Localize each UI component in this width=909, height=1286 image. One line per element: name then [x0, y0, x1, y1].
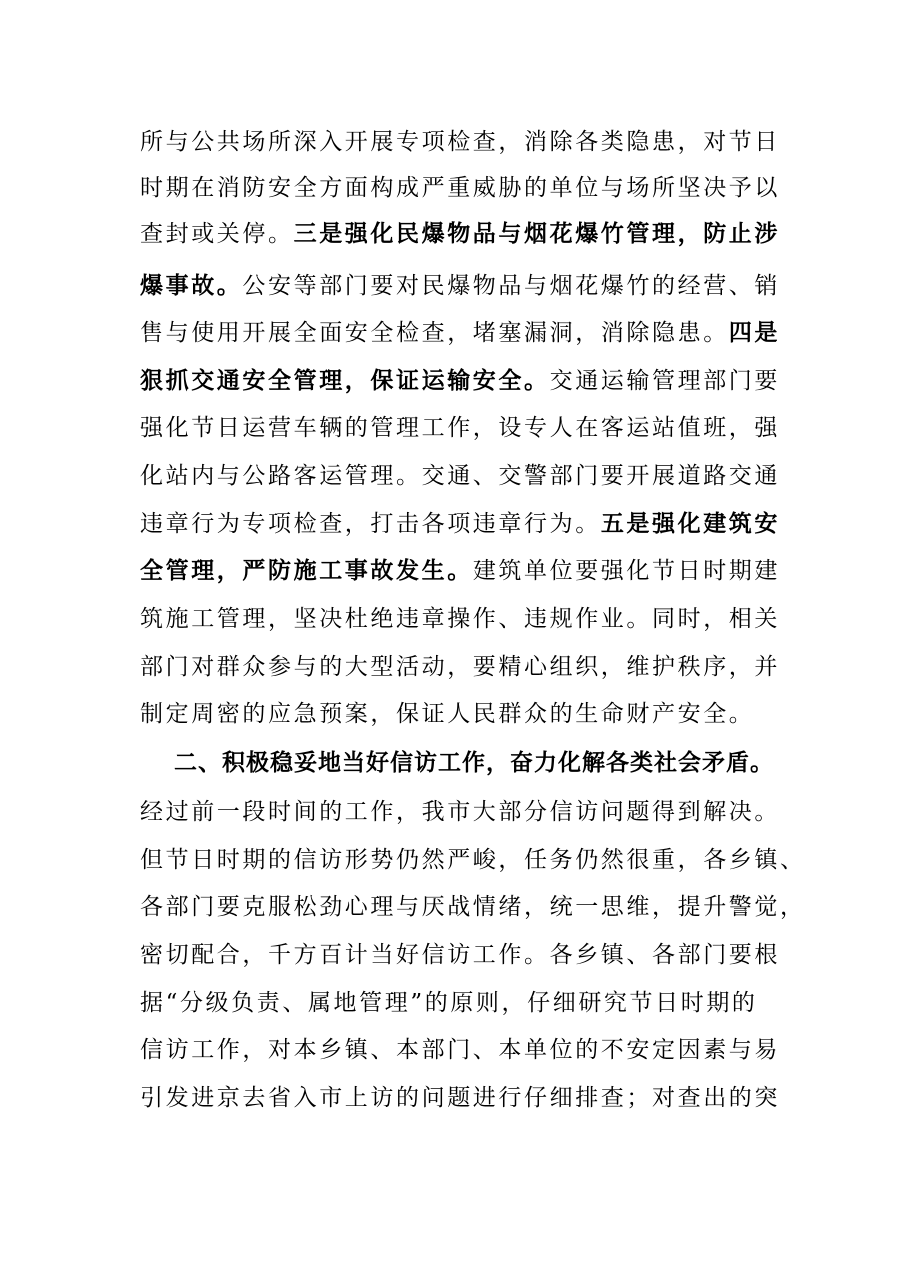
text-line-3: [140, 212, 780, 256]
text-segment: 引发进京去省入市上访的问题进行仔细排查；对查出的突: [140, 1085, 780, 1111]
text-line-16: [140, 838, 806, 882]
bold-text-segment: 全管理，严防施工事故发生。: [140, 557, 473, 584]
text-line-19: [140, 981, 758, 1025]
text-segment: 制定周密的应急预案，保证人民群众的生命财产安全。: [140, 701, 755, 727]
text-segment: 筑施工管理，坚决杜绝违章操作、违规作业。同时，相关: [140, 606, 780, 632]
text-line-8: [140, 454, 780, 498]
text-segment: 密切配合，千方百计当好信访工作。各乡镇、各部门要根: [140, 942, 780, 968]
text-segment: 售与使用开展全面安全检查，堵塞漏洞，消除隐患。: [140, 320, 729, 346]
text-segment: 部门对群众参与的大型活动，要精心组织，维护秩序，并: [140, 654, 780, 680]
text-line-20: [140, 1028, 780, 1072]
text-segment: 查封或关停。: [140, 221, 294, 247]
text-line-12: [140, 645, 780, 689]
text-segment: 强化节日运营车辆的管理工作，设专人在客运站值班，强: [140, 415, 780, 441]
section-heading: [174, 741, 774, 785]
text-segment: 所与公共场所深入开展专项检查，消除各类隐患，对节日: [140, 129, 780, 155]
text-line-4: [140, 264, 780, 308]
text-line-5: [140, 311, 780, 355]
bold-text-segment: 五是强化建筑安: [600, 510, 781, 537]
text-line-11: [140, 597, 780, 641]
text-segment: 违章行为专项检查，打击各项违章行为。: [140, 511, 601, 537]
bold-text-segment: 三是强化民爆物品与烟花爆竹管理，防止涉: [293, 220, 781, 247]
text-line-18: [140, 933, 780, 977]
bold-text-segment: 狠抓交通安全管理，保证运输安全。: [140, 367, 550, 394]
text-segment: 交通运输管理部门要: [549, 368, 781, 394]
text-segment: 公安等部门要对民爆物品与烟花爆竹的经营、销: [242, 273, 781, 299]
text-segment: 各部门要克服松劲心理与厌战情绪，统一思维，提升警觉，: [140, 894, 806, 920]
text-segment: 化站内与公路客运管理。交通、交警部门要开展道路交通: [140, 463, 780, 489]
text-line-1: [140, 120, 780, 164]
text-segment: 建筑单位要强化节日时期建: [472, 558, 781, 584]
text-line-2: [140, 166, 780, 210]
text-line-15: [140, 790, 780, 834]
text-segment: 经过前一段时间的工作，我市大部分信访问题得到解决。: [140, 799, 780, 825]
text-line-17: [140, 885, 806, 929]
text-line-6: [140, 359, 780, 403]
text-segment: 据“分级负责、属地管理”的原则，仔细研究节日时期的: [140, 990, 758, 1016]
bold-text-segment: 爆事故。: [140, 272, 243, 299]
text-segment: 信访工作，对本乡镇、本部门、本单位的不安定因素与易: [140, 1037, 780, 1063]
text-line-13: [140, 692, 754, 736]
bold-text-segment: 四是: [728, 319, 781, 346]
text-line-10: [140, 549, 780, 593]
text-line-7: [140, 406, 780, 450]
text-segment: 时期在消防安全方面构成严重威胁的单位与场所坚决予以: [140, 175, 780, 201]
text-line-21: [140, 1076, 780, 1120]
text-line-9: [140, 502, 780, 546]
heading-text: 二、积极稳妥地当好信访工作，奋力化解各类社会矛盾。: [174, 749, 774, 776]
text-segment: 但节日时期的信访形势仍然严峻，任务仍然很重，各乡镇、: [140, 847, 806, 873]
